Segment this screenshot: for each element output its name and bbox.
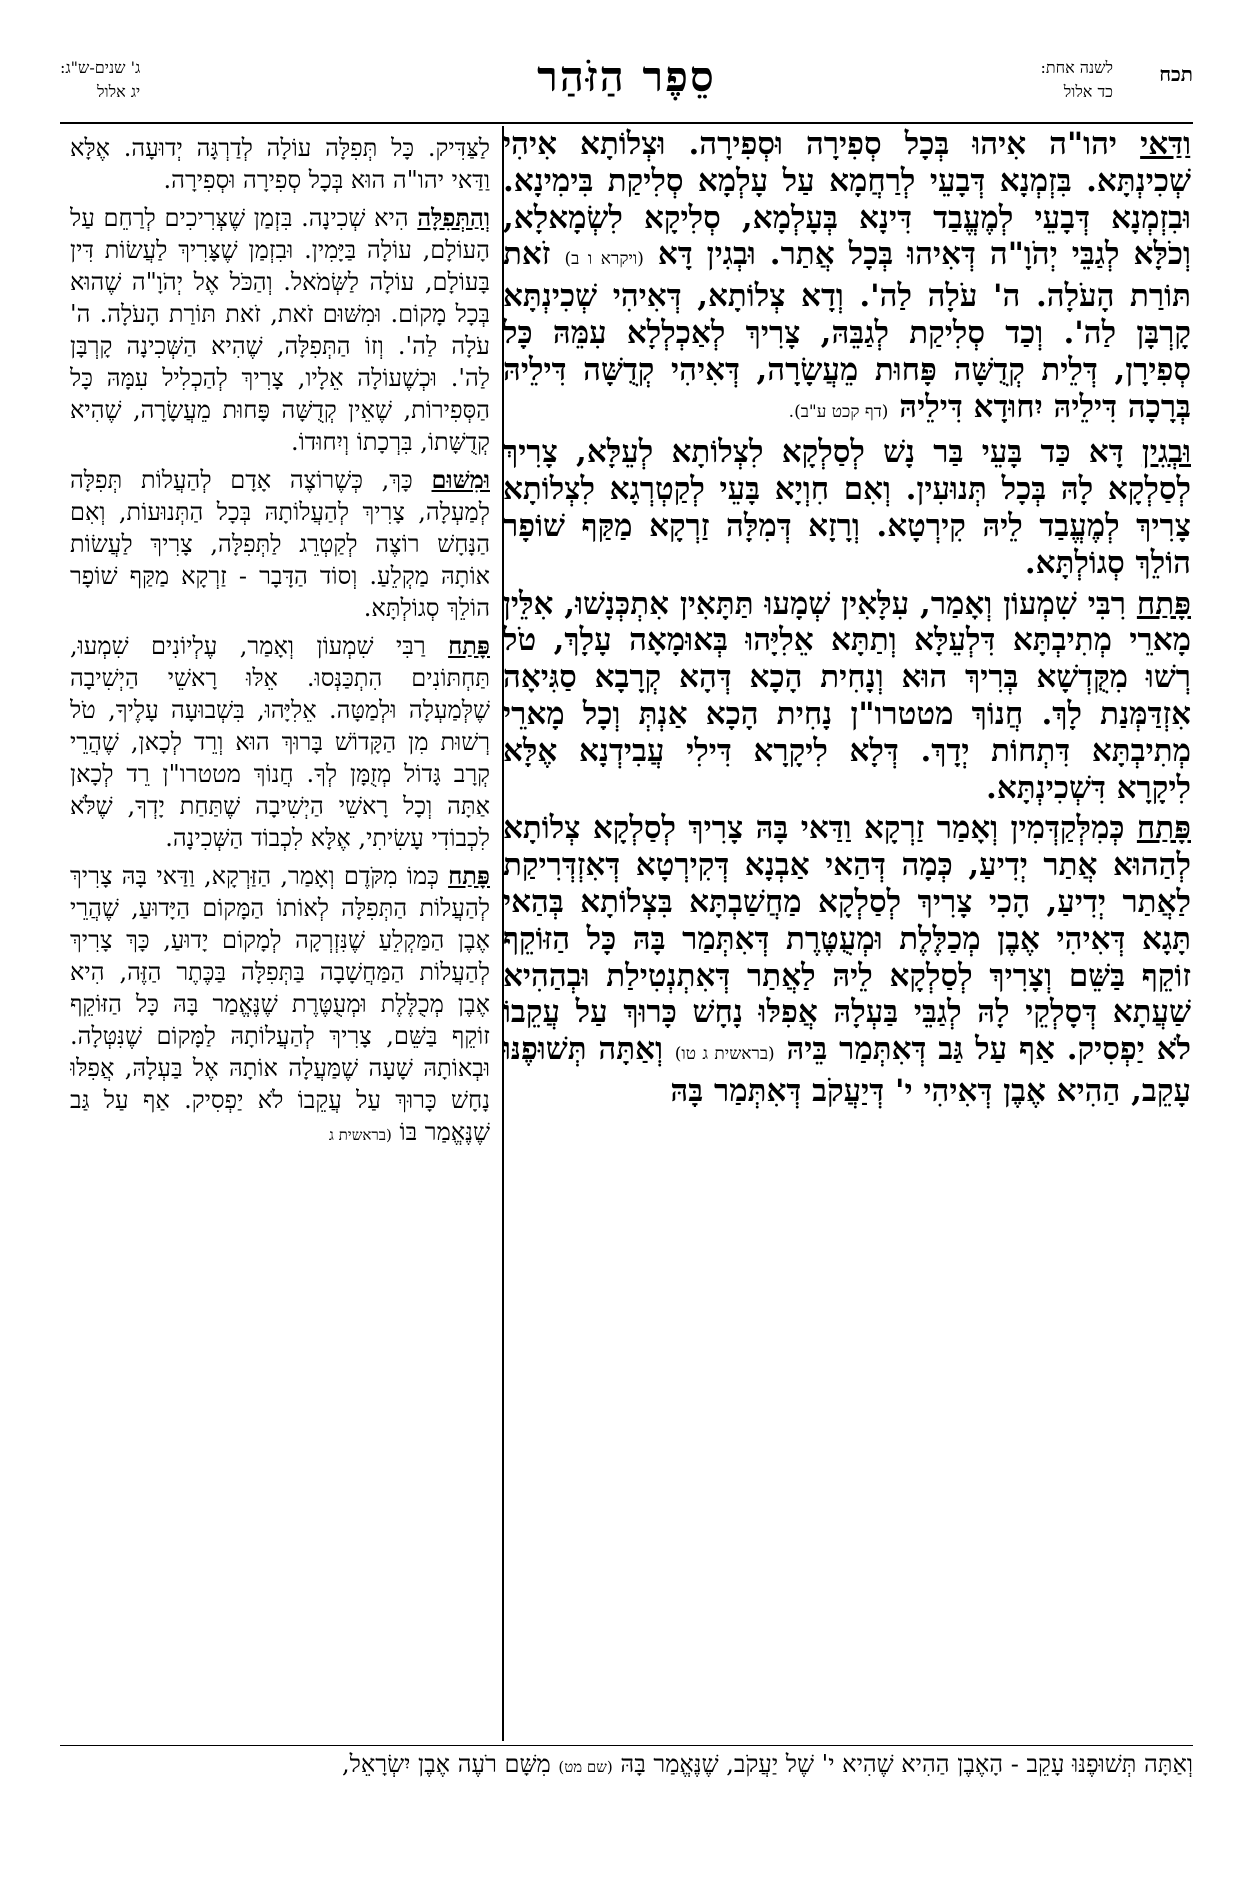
paragraph-text: רַבִּי שִׁמְעוֹן וְאָמַר, עֶלְיוֹנִים שִׁמְעוּ, תַּחְתּוֹנִים הִתְכַּנְּסוּ. אֵלּוּ רָאשֵׁי הַיְשִׁיבָה שֶׁלְּמַעְלָה וּלְמַטָּה. אֵלִיָּהוּ, בִּשְׁבוּעָה עָלֶיךָ, טֹל רְשׁוּת מִן הַקָּדוֹשׁ בָּרוּךְ הוּא וְרֵד לְכָאן, שֶׁהֲרֵי קְרָב גָּדוֹל מְזֻמָּן לְךָ. חֲנוֹךְ מטטרו"ן רֵד לְכָאן אַתָּה וְכָל רָאשֵׁי הַיְשִׁיבָה שֶׁתַּחַת יָדְךָ, שֶׁלֹּא לִכְבוֹדִי עָשִׂיתִי, אֶלָּא לִכְבוֹד הַשְּׁכִינָה. xyxy=(70,632,490,852)
header-rule xyxy=(60,122,1193,124)
paragraph-text: הִיא שְׁכִינָה. בִּזְמַן שֶׁצְּרִיכִים לְרַחֵם עַל הָעוֹלָם, עוֹלָה בַּיָּמִין. וּבִזְמַן שֶׁצָּרִיךְ לַעֲשׂוֹת דִּין בָּעוֹלָם, עוֹלָה לַשְּׂמֹאל. וְהַכֹּל אֶל יְהֹוָ"ה שֶׁהוּא בְּכָל מָקוֹם. וּמִשּׁוּם זֹאת, זֹאת תּוֹרַת הָעֹלָה. ה' עֹלָה לַה'. וְזוֹ הַתְּפִלָּה, שֶׁהִיא הַשְּׁכִינָה קָרְבָּן לַה'. וּכְשֶׁעוֹלָה אֵלָיו, צָרִיךְ לְהַכְלִיל עִמָּהּ כָּל הַסְּפִירוֹת, שֶׁאֵין קְדֻשָּׁה פָּחוּת מֵעֲשָׂרָה, שֶׁהִיא קְדֻשָּׁתוֹ, בִּרְכָתוֹ וְיִחוּדוֹ. xyxy=(70,204,490,456)
side-paragraph xyxy=(70,464,490,624)
footer-text: מִשָּׁם רֹעֶה אֶבֶן יִשְׂרָאֵל, xyxy=(342,1750,551,1778)
paragraph-text: זֹאת תּוֹרַת הָעֹלָה. ה' עֹלָה לַה'. וְדָא צְלוֹתָא, דְּאִיהִי שְׁכִינְתָּא קָרְבָּן לַה'. וְכַד סְלִיקַת לְגַבֵּהּ, צָרִיךְ לְאַכְלְלָא עִמֵּהּ כָּל סְפִירָן, דְּלֵית קְדֻשָּׁה פָּחוּת מֵעֲשָׂרָה, דְּאִיהִי קְדֻשָּׁה דִּילֵיהּ בְּרָכָה דִּילֵיהּ יִחוּדָא דִּילֵיהּ xyxy=(503,236,1191,425)
paragraph-opener: וּמִשּׁוּם xyxy=(431,465,490,494)
main-paragraph xyxy=(503,126,1191,430)
paragraph-opener: וְהַתְּפִלָּה xyxy=(417,203,490,232)
main-paragraph xyxy=(503,586,1191,807)
side-paragraph xyxy=(70,860,490,1151)
header-left-line1: ג' שנים-ש"ג: xyxy=(60,58,141,77)
verse-reference: (שם מט) xyxy=(558,1758,613,1776)
side-paragraph xyxy=(70,202,490,458)
main-paragraph xyxy=(503,810,1191,1109)
paragraph-opener: וַדַּאי xyxy=(1140,126,1191,162)
footer-continuation xyxy=(70,1749,1193,1782)
page-header xyxy=(60,52,1193,122)
paragraph-text: כְּמוֹ מִקֹּדֶם וְאָמַר, הַזַּרְקָא, וַדַּאי בָּהּ צָרִיךְ לְהַעֲלוֹת הַתְּפִלָּה לְאוֹתוֹ הַמָּקוֹם הַיָּדוּעַ, שֶׁהֲרֵי אֶבֶן הַמַּקְלֵעַ שֶׁנִּזְרְקָה לְמָקוֹם יָדוּעַ, כָּךְ צָרִיךְ לְהַעֲלוֹת הַמַּחֲשָׁבָה בַּתְּפִלָּה בַּכֶּתֶר הַזֶּה, הִיא אֶבֶן מְכֻלֶּלֶת וּמְעֻטֶּרֶת שֶׁנֶּאֱמַר בָּהּ כָּל הַזּוֹקֵף זוֹקֵף בַּשֵּׁם, צָרִיךְ לְהַעֲלוֹתָהּ לַמָּקוֹם שֶׁנִּטְּלָה. וּבְאוֹתָהּ שָׁעָה שֶׁמַּעֲלָה אוֹתָהּ אֶל בַּעְלָהּ, אֲפִלּוּ נָחָשׁ כָּרוּךְ עַל עֲקֵבוֹ לֹא יַפְסִיק. אַף עַל גַּב שֶׁנֶּאֱמַר בּוֹ xyxy=(70,862,490,1146)
header-left-line2: יג אלול xyxy=(97,82,141,101)
paragraph-text: כָּךְ, כְּשֶׁרוֹצֶה אָדָם לְהַעֲלוֹת תְּפִלָּה לְמַעְלָה, צָרִיךְ לְהַעֲלוֹתָהּ בְּכָל הַתְּנוּעוֹת, וְאִם הַנָּחָשׁ רוֹצֶה לְקַטְרֵג לַתְּפִלָּה, צָרִיךְ לַעֲשׂוֹת אוֹתָהּ מַקְלֵעַ. וְסוֹד הַדָּבָר - זַרְקָא מַקַּף שׁוֹפָר הוֹלֵךְ סְגוֹלְתָּא. xyxy=(70,466,490,622)
main-paragraph xyxy=(503,434,1191,581)
book-title: סֵפֶר הַזֹּהַר xyxy=(537,52,716,101)
paragraph-text: יהו"ה אִיהוּ בְּכָל סְפִירָה וּסְפִירָה. וּצְלוֹתָא אִיהִי שְׁכִינְתָּא. בִּזְמְנָא דְּבָעֵי לְרַחֲמָא עַל עָלְמָא סְלִיקַת בִּימִינָא. וּבִזְמְנָא דְּבָעֵי לְמֶעֱבַד דִּינָא בְּעָלְמָא, סְלִיקָא לִשְׂמָאלָא, וְכֹלָּא לְגַבֵּי יְהֹוָ"ה דְּאִיהוּ בְּכָל אֲתַר. וּבְגִין דָּא xyxy=(503,126,1191,273)
column-divider xyxy=(502,126,504,1741)
aramaic-main-column xyxy=(503,126,1191,1741)
footer-rule xyxy=(60,1745,1193,1746)
page-reference: (דף קכט ע"ב). xyxy=(788,401,889,422)
paragraph-text: כְּמִלְּקַדְּמִין וְאָמַר זַרְקָא וַדַּאי בָּהּ צָרִיךְ לְסַלְקָא צְלוֹתָא לְהַהוּא אֲתַר יְדִיעַ, כְּמָה דְּהַאי אַבְנָא דְּקִירְטָא דְּאִזְדְּרִיקַת לַאֲתַר יְדִיעַ, הָכִי צָרִיךְ לְסַלְקָא מַחֲשַׁבְתָּא בִּצְלוֹתָא בְּהַאי תָּגָא דְּאִיהִי אֶבֶן מְכַלֶּלֶת וּמְעֻטֶּרֶת דְּאִתְּמַר בָּהּ כָּל הַזּוֹקֵף זוֹקֵף בַּשֵּׁם וְצָרִיךְ לְסַלְקָא לֵיהּ לַאֲתַר דְּאִתְנְטִילַת וּבְהַהִיא שַׁעֲתָא דְּסָלְקֵי לָהּ לְגַבֵּי בַּעְלָהּ אֲפִלּוּ נָחָשׁ כָּרוּךְ עַל עֲקֵבוֹ לֹא יַפְסִיק. אַף עַל גַּב דְּאִתְּמַר בֵּיהּ xyxy=(503,810,1191,1068)
paragraph-opener: פָּתַח xyxy=(1136,810,1191,847)
paragraph-text: וְאַתָּה תְּשׁוּפֶנּוּ עָקֵב, הַהִיא אֶבֶן דְּאִיהִי י' דְּיַעֲקֹב דְּאִתְּמַר בָּהּ xyxy=(503,1031,1191,1109)
paragraph-text: לַצַּדִּיק. כָּל תְּפִלָּה עוֹלָה לְדַרְגָּה יְדוּעָה. אֶלָּא וַדַּאי יהו"ה הוּא בְּכָל סְפִירָה וּסְפִירָה. xyxy=(70,134,490,194)
verse-reference: (ויקרא ו ב) xyxy=(564,249,644,270)
hebrew-translation-column xyxy=(70,132,490,1747)
header-right-line1: לשנה אחת: xyxy=(1040,58,1113,77)
paragraph-opener: פָּתַח xyxy=(1136,585,1191,622)
side-paragraph xyxy=(70,132,490,196)
side-paragraph xyxy=(70,630,490,854)
paragraph-opener: פָּתַח xyxy=(448,631,490,660)
header-left-schedule xyxy=(60,56,140,104)
paragraph-text: רִבִּי שִׁמְעוֹן וְאָמַר, עִלָּאִין שְׁמָעוּ תַּתָּאִין אִתְכְּנָשׁוּ, אִלֵּין מָארֵי מְתִיבְתָּא דִּלְעֵלָּא וְתַתָּא אֵלִיָּהוּ בְּאוּמָאָה עָלָךְ, טֹל רְשׁוּ מִקֻּדְשָׁא בְּרִיךְ הוּא וְנָחִית הָכָא דְּהָא קְרָבָא סַגִּיאָה אִזְדַּמְּנַת לָךְ. חֲנוֹךְ מטטרו"ן נָחִית הָכָא אַנְתְּ וְכָל מָארֵי מְתִיבְתָּא דִּתְחוֹת יְדָךְ. דְּלָא לִיקָרָא דִּילִי עֲבִידְנָא אֶלָּא לִיקָרָא דִּשְׁכִינְתָּא. xyxy=(503,585,1191,806)
verse-reference: (בראשית ג xyxy=(328,1126,392,1144)
paragraph-opener: פָּתַח xyxy=(448,861,490,890)
header-right-line2: כד אלול xyxy=(1063,82,1113,101)
paragraph-opener: וּבְגִין xyxy=(1141,434,1191,471)
page-number: תכח xyxy=(1159,62,1193,86)
footer-text: וְאַתָּה תְּשׁוּפֶנּוּ עָקֵב - הָאֶבֶן הַהִיא שֶׁהִיא י' שֶׁל יַעֲקֹב, שֶׁנֶּאֱמַר בָּהּ xyxy=(620,1750,1193,1778)
paragraph-text: דָּא כַּד בָּעֵי בַּר נָשׁ לְסַלְקָא לִצְלוֹתָא לְעֵלָּא, צָרִיךְ לְסַלְקָא לָהּ בְּכָל תְּנוּעִין. וְאִם חִוְיָא בָּעֵי לְקַטְרְגָא לִצְלוֹתָא צָרִיךְ לְמֶעֱבַד לֵיהּ קִירְטָא. וְרָזָא דְּמִלָּה זַרְקָא מַקַּף שׁוֹפָר הוֹלֵךְ סְגוֹלְתָּא. xyxy=(503,434,1191,581)
verse-reference: (בראשית ג טו) xyxy=(674,1044,775,1065)
